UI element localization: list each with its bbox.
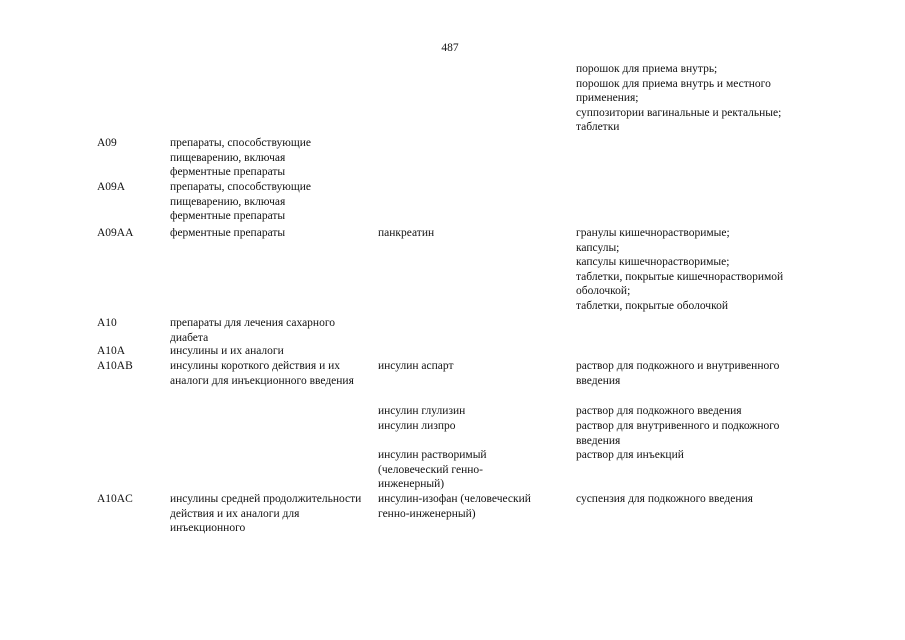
table-cell-code: A09	[97, 137, 117, 149]
table-cell-forms: раствор для инъекций	[576, 449, 684, 461]
table-cell-code: A10A	[97, 345, 126, 357]
table-cell-group: препараты, способствующие пищеварению, включая ферментные препараты	[170, 181, 311, 223]
table-cell-code: A09AA	[97, 227, 134, 239]
page-number: 487	[441, 42, 459, 54]
table-cell-code: A09A	[97, 181, 126, 193]
table-cell-group: инсулины и их аналоги	[170, 345, 284, 357]
table-cell-forms: суспензия для подкожного введения	[576, 493, 753, 505]
table-cell-group: инсулины средней продолжительности действия и их аналоги для инъекционного	[170, 493, 362, 535]
table-cell-code: A10AB	[97, 360, 133, 372]
table-cell-group: инсулины короткого действия и их аналоги для инъекционного введения	[170, 360, 354, 387]
table-cell-substance: инсулин глулизин	[378, 405, 466, 417]
table-cell-code: A10	[97, 317, 117, 329]
table-cell-substance: инсулин аспарт	[378, 360, 454, 372]
table-cell-substance: инсулин растворимый (человеческий генно-инженерный)	[378, 449, 487, 491]
table-cell-group: препараты, способствующие пищеварению, включая ферментные препараты	[170, 137, 311, 179]
table-cell-forms: раствор для подкожного и внутривенного введения	[576, 360, 780, 387]
table-cell-substance: инсулин лизпро	[378, 420, 456, 432]
table-cell-code: A10AC	[97, 493, 133, 505]
table-cell-substance: панкреатин	[378, 227, 435, 239]
table-cell-forms: гранулы кишечнорастворимые; капсулы; капсулы кишечнорастворимые; таблетки, покрытые кишечнорастворимой оболочкой; таблетки, покрытые оболочкой	[576, 227, 784, 312]
table-cell-substance: инсулин-изофан (человеческий генно-инженерный)	[378, 493, 531, 520]
table-cell-forms: раствор для подкожного введения	[576, 405, 742, 417]
table-cell-forms: раствор для внутривенного и подкожного введения	[576, 420, 780, 447]
table-cell-group: ферментные препараты	[170, 227, 286, 239]
table-cell-forms: порошок для приема внутрь; порошок для приема внутрь и местного применения; суппозитории вагинальные и ректальные; таблетки	[576, 63, 782, 134]
table-cell-group: препараты для лечения сахарного диабета	[170, 317, 336, 344]
